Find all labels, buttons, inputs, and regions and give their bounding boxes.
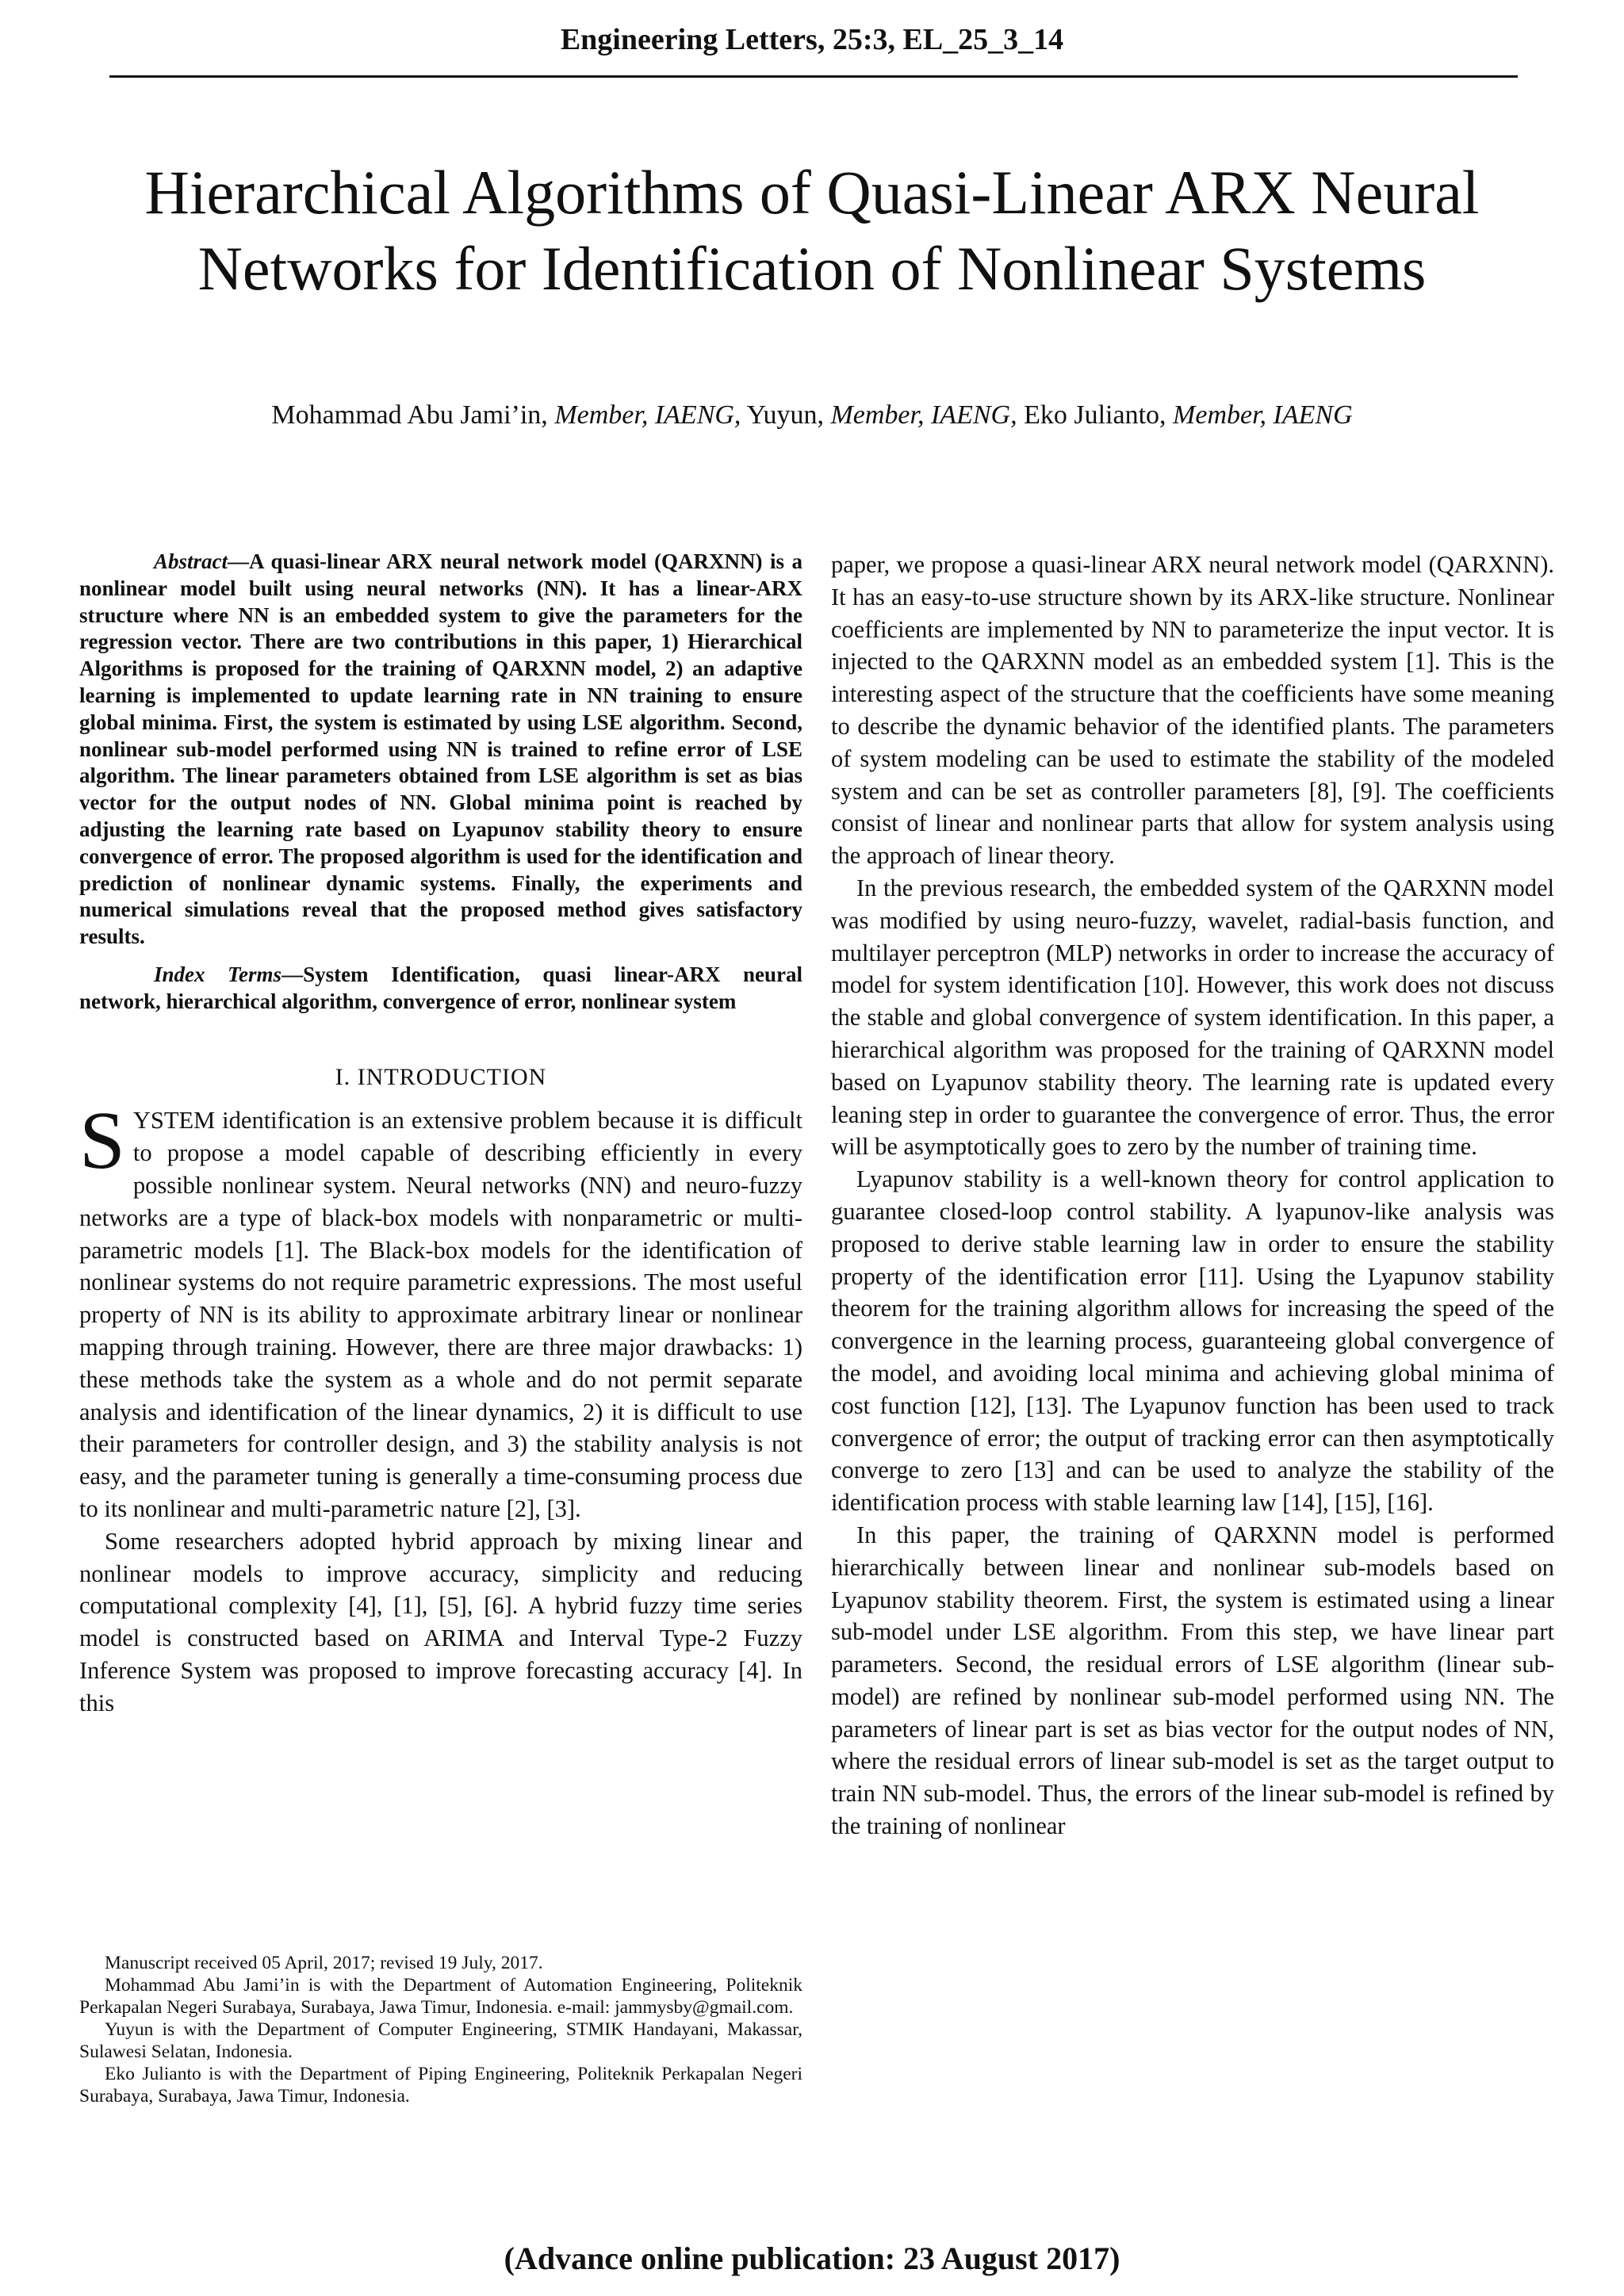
section-heading-introduction: I. INTRODUCTION <box>335 1063 547 1090</box>
abstract-text: —A quasi-linear ARX neural network model (QARXNN) is a nonlinear model built using neural networks (NN). It has a linear-ARX structure where NN is an embedded system to give the parameters for the regression vector. There are two contributions in this paper, 1) Hierarchical Algorithms is proposed for the training of QARXNN model, 2) an adaptive learning is implemented to update learning rate in NN training to ensure global minima. First, the system is estimated by using LSE algorithm. Second, nonlinear sub-model performed using NN is trained to refine error of LSE algorithm. The linear parameters obtained from LSE algorithm is set as bias vector for the output nodes of NN. Global minima point is reached by adjusting the learning rate based on Lyapunov stability theory to ensure convergence of error. The proposed algorithm is used for the identification and prediction of nonlinear dynamic systems. Finally, the experiments and numerical simulations reveal that the proposed method gives satisfactory results. <box>79 549 802 949</box>
publication-footer: (Advance online publication: 23 August 2017) <box>504 2241 1120 2276</box>
intro-paragraph-5: In this paper, the training of QARXNN model is performed hierarchically between linear and nonlinear sub-models based on Lyapunov stability theorem. First, the system is estimated using a linear sub-model under LSE algorithm. From this step, we have linear part parameters. Second, the residual errors of LSE algorithm (linear sub-model) are refined by nonlinear sub-model performed using NN. The parameters of linear part is set as bias vector for the output nodes of NN, where the residual errors of linear sub-model is set as the target output to train NN sub-model. Thus, the errors of the linear sub-model is refined by the training of nonlinear <box>831 1521 1554 1840</box>
author-2-name: Yuyun, <box>741 400 831 430</box>
author-line <box>0 400 1624 430</box>
drop-cap: S <box>79 1095 125 1187</box>
right-column <box>831 549 1554 1843</box>
index-terms-lead: Index Terms <box>154 962 282 986</box>
footnote-author-1: Mohammad Abu Jami’in is with the Department of Automation Engineering, Politeknik Perkapalan Negeri Surabaya, Surabaya, Jawa Timur, Indonesia. e-mail: jammysby@gmail.com. <box>79 1975 802 2018</box>
intro-paragraph-1: SYSTEM identification is an extensive problem because it is difficult to propose a model capable of describing efficiently in every possible nonlinear system. Neural networks (NN) and neuro-fuzzy networks are a type of black-box models with nonparametric or multi-parametric models [1]. The Black-box models for the identification of nonlinear systems do not require parametric expressions. The most useful property of NN is its ability to approximate arbitrary linear or nonlinear mapping through training. However, there are three major drawbacks: 1) these methods take the system as a whole and do not permit separate analysis and identification of the linear dynamics, 2) it is difficult to use their parameters for controller design, and 3) the stability analysis is not easy, and the parameter tuning is generally a time-consuming process due to its nonlinear and multi-parametric nature [2], [3]. <box>79 1095 802 1522</box>
drop-cap-word-rest: YSTEM <box>132 1107 216 1135</box>
intro-paragraph-4: Lyapunov stability is a well-known theory for control application to guarantee closed-loop control stability. A lyapunov-like analysis was proposed to derive stable learning law in order to ensure the stability property of the identification error [11]. Using the Lyapunov stability theorem for the training algorithm allows for increasing the speed of the convergence in the learning process, guaranteeing global convergence of the model, and avoiding local minima and achieving global minima of cost function [12], [13]. The Lyapunov function has been used to track convergence of error; the output of tracking error can then asymptotically converge to zero [13] and can be used to analyze the stability of the identification process with stable learning law [14], [15], [16]. <box>831 1165 1554 1517</box>
intro-paragraph-3: In the previous research, the embedded system of the QARXNN model was modified by using neuro-fuzzy, wavelet, radial-basis function, and multilayer perceptron (MLP) networks in order to increase the accuracy of model for system identification [10]. However, this work does not discuss the stable and global convergence of system identification. In this paper, a hierarchical algorithm was proposed for the training of QARXNN model based on Lyapunov stability theory. The learning rate is updated every leaning step in order to guarantee the convergence of error. Thus, the error will be asymptotically goes to zero by the number of training time. <box>831 874 1554 1161</box>
author-2-role: Member, IAENG, <box>830 400 1017 430</box>
author-3-role: Member, IAENG <box>1173 400 1353 430</box>
author-1-role: Member, IAENG, <box>554 400 741 430</box>
intro-paragraph-2-continued: paper, we propose a quasi-linear ARX neural network model (QARXNN). It has an easy-to-use structure shown by its ARX-like structure. Nonlinear coefficients are implemented by NN to parameterize the input vector. It is injected to the QARXNN model as an embedded system [1]. This is the interesting aspect of the structure that the coefficients have some meaning to describe the dynamic behavior of the identified plants. The parameters of system modeling can be used to estimate the stability of the modeled system and can be set as controller parameters [8], [9]. The coefficients consist of linear and nonlinear parts that allow for system analysis using the approach of linear theory. <box>831 551 1554 870</box>
footnote-author-3: Eko Julianto is with the Department of Piping Engineering, Politeknik Perkapalan Negeri Surabaya, Surabaya, Jawa Timur, Indonesia. <box>79 2064 802 2107</box>
footnote-received: Manuscript received 05 April, 2017; revised 19 July, 2017. <box>105 1953 543 1973</box>
abstract-lead: Abstract <box>154 549 228 573</box>
journal-header: Engineering Letters, 25:3, EL_25_3_14 <box>560 23 1064 56</box>
footnote-author-2: Yuyun is with the Department of Computer Engineering, STMIK Handayani, Makassar, Sulawesi Selatan, Indonesia. <box>79 2019 802 2062</box>
author-3-name: Eko Julianto, <box>1017 400 1174 430</box>
paper-title: Hierarchical Algorithms of Quasi-Linear ARX Neural Networks for Identification of Nonlinear Systems <box>144 158 1480 303</box>
abstract <box>79 549 802 951</box>
index-terms-text: —System Identification, quasi linear-ARX neural network, hierarchical algorithm, convergence of error, nonlinear system <box>79 962 802 1013</box>
left-column <box>79 549 802 1719</box>
header-rule <box>109 75 1518 78</box>
author-1-name: Mohammad Abu Jami’in, <box>271 400 555 430</box>
index-terms <box>79 962 802 1016</box>
intro-paragraph-2: Some researchers adopted hybrid approach by mixing linear and nonlinear models to improve accuracy, simplicity and reducing computational complexity [4], [1], [5], [6]. A hybrid fuzzy time series model is constructed based on ARIMA and Interval Type-2 Fuzzy Inference System was proposed to improve forecasting accuracy [4]. In this <box>79 1527 802 1716</box>
footnotes <box>79 1952 802 2107</box>
